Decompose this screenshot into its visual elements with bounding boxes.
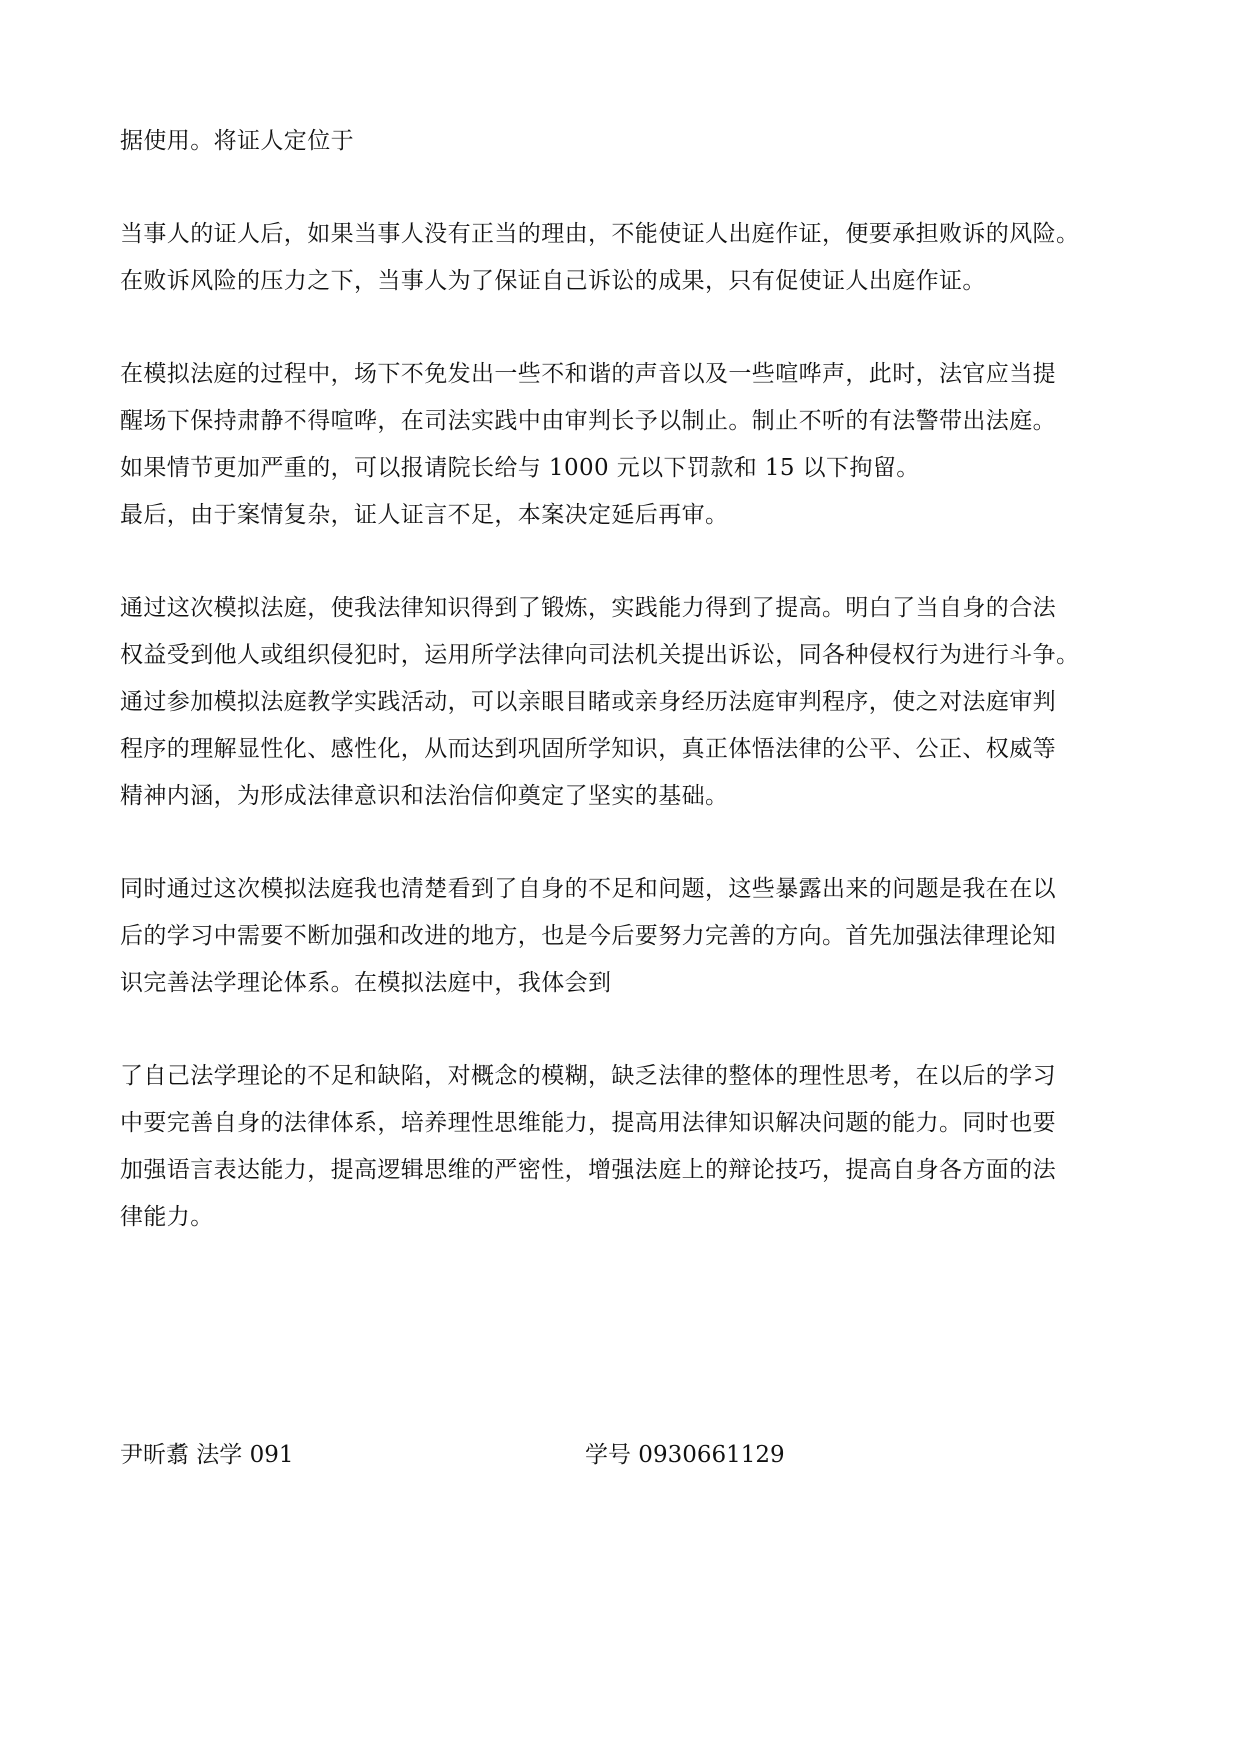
paragraph-1 — [120, 118, 1125, 165]
text-line: 如果情节更加严重的，可以报请院长给与 1000 元以下罚款和 15 以下拘留。 — [120, 455, 920, 481]
paragraph-gap — [120, 820, 1125, 866]
text-line: 在败诉风险的压力之下，当事人为了保证自己诉讼的成果，只有促使证人出庭作证。 — [120, 268, 986, 294]
text-line: 程序的理解显性化、感性化，从而达到巩固所学知识，真正体悟法律的公平、公正、权威等 — [120, 736, 1056, 762]
text-line: 同时通过这次模拟法庭我也清楚看到了自身的不足和问题，这些暴露出来的问题是我在在以 — [120, 876, 1056, 902]
text-line: 精神内涵，为形成法律意识和法治信仰奠定了坚实的基础。 — [120, 783, 729, 809]
text-line: 当事人的证人后，如果当事人没有正当的理由，不能使证人出庭作证，便要承担败诉的风险。 — [120, 221, 1080, 247]
text-line: 通过参加模拟法庭教学实践活动，可以亲眼目睹或亲身经历法庭审判程序，使之对法庭审判 — [120, 689, 1056, 715]
student-number: 学号 0930661129 — [585, 1442, 785, 1468]
text-line: 据使用。将证人定位于 — [120, 128, 354, 154]
text-line: 醒场下保持肃静不得喧哗，在司法实践中由审判长予以制止。制止不听的有法警带出法庭。 — [120, 408, 1056, 434]
paragraph-5 — [120, 866, 1125, 1007]
paragraph-6 — [120, 1053, 1125, 1241]
text-line: 律能力。 — [120, 1204, 214, 1230]
paragraph-gap — [120, 1007, 1125, 1053]
text-line: 通过这次模拟法庭，使我法律知识得到了锻炼，实践能力得到了提高。明白了当自身的合法 — [120, 595, 1056, 621]
text-line: 后的学习中需要不断加强和改进的地方，也是今后要努力完善的方向。首先加强法律理论知 — [120, 923, 1056, 949]
text-line: 在模拟法庭的过程中，场下不免发出一些不和谐的声音以及一些喧哗声，此时，法官应当提 — [120, 361, 1056, 387]
text-line: 加强语言表达能力，提高逻辑思维的严密性，增强法庭上的辩论技巧，提高自身各方面的法 — [120, 1157, 1056, 1183]
author-footer — [120, 1432, 1125, 1479]
paragraph-2 — [120, 211, 1125, 305]
text-line: 了自己法学理论的不足和缺陷，对概念的模糊，缺乏法律的整体的理性思考，在以后的学习 — [120, 1063, 1056, 1089]
paragraph-gap — [120, 539, 1125, 585]
text-line: 中要完善自身的法律体系，培养理性思维能力，提高用法律知识解决问题的能力。同时也要 — [120, 1110, 1056, 1136]
paragraph-gap — [120, 165, 1125, 211]
paragraph-3 — [120, 351, 1125, 539]
text-line: 最后，由于案情复杂，证人证言不足，本案决定延后再审。 — [120, 502, 729, 528]
author-name-class: 尹昕翥 法学 091 — [120, 1442, 294, 1468]
paragraph-gap — [120, 305, 1125, 351]
text-line: 权益受到他人或组织侵犯时，运用所学法律向司法机关提出诉讼，同各种侵权行为进行斗争。 — [120, 642, 1080, 668]
text-line: 识完善法学理论体系。在模拟法庭中，我体会到 — [120, 970, 612, 996]
paragraph-4 — [120, 585, 1125, 820]
document-body — [120, 118, 1125, 1241]
